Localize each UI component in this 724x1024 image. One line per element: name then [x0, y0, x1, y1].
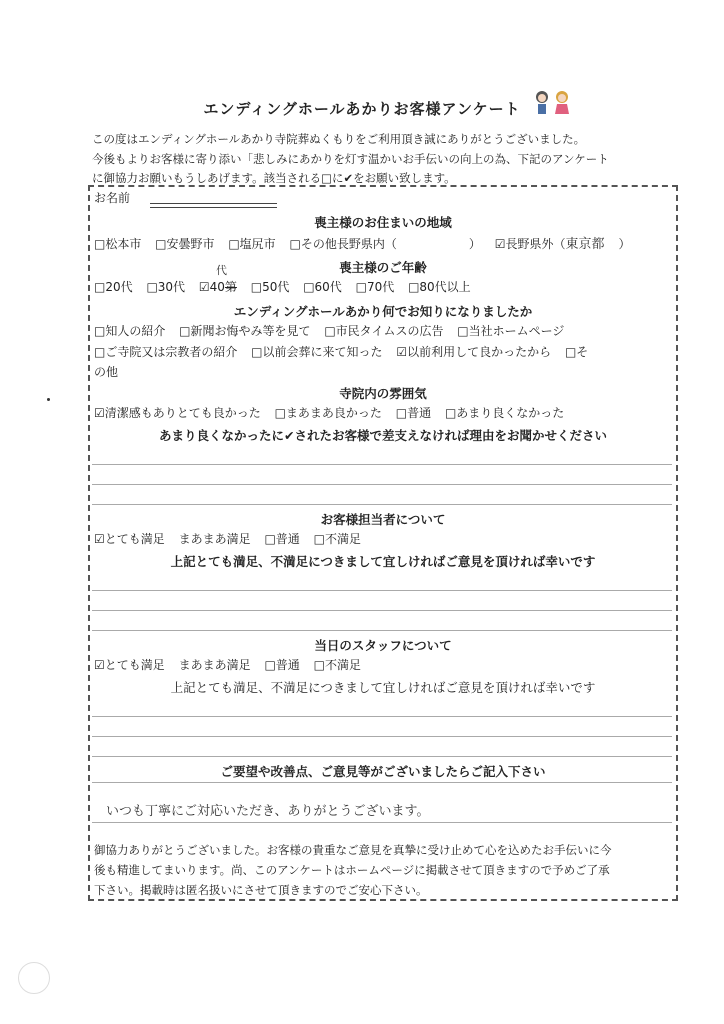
writing-line [92, 736, 672, 737]
source-options-row2 [94, 343, 598, 360]
option-very-satisfied[interactable]: ☑とても満足 [94, 658, 165, 672]
handwritten-prefecture: 東京都 [565, 237, 605, 252]
writing-line [92, 610, 672, 611]
age-heading: 喪主様のご年齢 [339, 260, 427, 275]
source-options-row3: の他 [94, 365, 119, 379]
name-label: お名前 [94, 191, 131, 205]
staff-in-charge-heading: お客様担当者について [320, 512, 446, 527]
age-options [94, 278, 481, 295]
option-dissatisfied[interactable]: □不満足 [313, 658, 361, 672]
option-other-nagano[interactable]: □その他長野県内（ ） [289, 237, 481, 251]
intro-line-3: に御協力お願いもうしあげます。該当される□に✔をお願い致します。 [92, 171, 456, 185]
writing-line [92, 782, 672, 783]
source-heading: エンディングホールあかり何でお知りになりましたか [233, 304, 533, 319]
writing-line [92, 756, 672, 757]
option-matsumoto[interactable]: □松本市 [94, 237, 142, 251]
intro-line-1: この度はエンディングホールあかり寺院葬ぬくもりをご利用頂き誠にありがとうございました。 [92, 132, 586, 146]
option-previous-use[interactable]: ☑以前利用して良かったから [396, 345, 552, 359]
option-not-good[interactable]: □あまり良くなかった [444, 406, 565, 420]
option-shiojiri[interactable]: □塩尻市 [228, 237, 276, 251]
option-very-satisfied[interactable]: ☑とても満足 [94, 532, 165, 546]
option-80s-plus[interactable]: □80代以上 [408, 280, 471, 294]
option-shimin-times-ad[interactable]: □市民タイムスの広告 [324, 324, 444, 338]
option-normal[interactable]: □普通 [395, 406, 432, 420]
option-temple-referral[interactable]: □ご寺院又は宗教者の紹介 [94, 345, 238, 359]
handwritten-comment: いつも丁寧にご対応いただき、ありがとうございます。 [106, 804, 430, 819]
option-fairly-satisfied[interactable]: まあまあ満足 [178, 532, 251, 546]
option-very-clean-good[interactable]: ☑清潔感もありとても良かった [94, 406, 261, 420]
staff-in-charge-options [94, 530, 371, 547]
writing-line [92, 630, 672, 631]
option-outside-nagano[interactable]: ☑長野県外（ [494, 237, 566, 251]
source-options-row1 [94, 322, 574, 339]
option-azumino[interactable]: □安曇野市 [155, 237, 215, 251]
struck-character: 第 [224, 280, 237, 294]
option-normal[interactable]: □普通 [264, 532, 300, 546]
option-50s[interactable]: □50代 [250, 280, 290, 294]
day-staff-heading: 当日のスタッフについて [314, 638, 452, 653]
writing-line [92, 504, 672, 505]
option-20s[interactable]: □20代 [94, 280, 133, 294]
intro-line-2: 今後もよりお客様に寄り添い「悲しみにあかりを灯す温かいお手伝いの向上の為、下記のアンケート [92, 152, 609, 166]
writing-line [92, 716, 672, 717]
option-company-homepage[interactable]: □当社ホームページ [457, 324, 565, 338]
option-previous-funeral-attendance[interactable]: □以前会葬に来て知った [251, 345, 383, 359]
footer-line-2: 後も精進してまいります。尚、このアンケートはホームページに掲載させて頂きますので予めご了承 [94, 863, 610, 877]
area-options [94, 233, 640, 252]
option-70s[interactable]: □70代 [355, 280, 395, 294]
requests-heading: ご要望や改善点、ご意見等がございましたらご記入下さい [220, 764, 546, 779]
option-40s[interactable]: ☑40 [198, 280, 225, 294]
handwritten-age-correction: 代 [216, 264, 227, 277]
day-staff-prompt: 上記とても満足、不満足につきまして宜しければご意見を頂ければ幸いです [170, 680, 596, 695]
day-staff-options [94, 656, 371, 673]
faint-stamp-mark [18, 962, 50, 994]
option-normal[interactable]: □普通 [264, 658, 300, 672]
option-friend-referral[interactable]: □知人の紹介 [94, 324, 166, 338]
writing-line [92, 590, 672, 591]
staff-in-charge-prompt: 上記とても満足、不満足につきまして宜しければご意見を頂ければ幸いです [170, 554, 596, 569]
writing-line [92, 822, 672, 823]
footer-line-1: 御協力ありがとうございました。お客様の貴重なご意見を真摯に受け止めて心を込めたお手伝いに今 [94, 843, 612, 857]
option-fairly-satisfied[interactable]: まあまあ満足 [178, 658, 251, 672]
atmosphere-reason-prompt: あまり良くなかったに✔されたお客様で差支えなければ理由をお聞かせください [159, 428, 607, 443]
footer-line-3: 下さい。掲載時は匿名扱いにさせて頂きますのでご安心下さい。 [94, 883, 428, 897]
option-fairly-good[interactable]: □まあまあ良かった [274, 406, 382, 420]
option-other[interactable]: □そ [564, 345, 589, 359]
writing-line [92, 464, 672, 465]
ink-dot [47, 398, 50, 401]
option-dissatisfied[interactable]: □不満足 [313, 532, 361, 546]
option-newspaper-obituary[interactable]: □新聞お悔やみ等を見て [179, 324, 311, 338]
atmosphere-heading: 寺院内の雰囲気 [339, 386, 427, 401]
option-60s[interactable]: □60代 [303, 280, 342, 294]
name-field-redacted [150, 203, 277, 208]
option-30s[interactable]: □30代 [146, 280, 186, 294]
option-outside-nagano-close: ） [618, 237, 631, 251]
survey-title: エンディングホールあかりお客様アンケート [203, 100, 521, 118]
atmosphere-options [94, 404, 574, 421]
writing-line [92, 484, 672, 485]
area-heading: 喪主様のお住まいの地域 [314, 215, 452, 230]
